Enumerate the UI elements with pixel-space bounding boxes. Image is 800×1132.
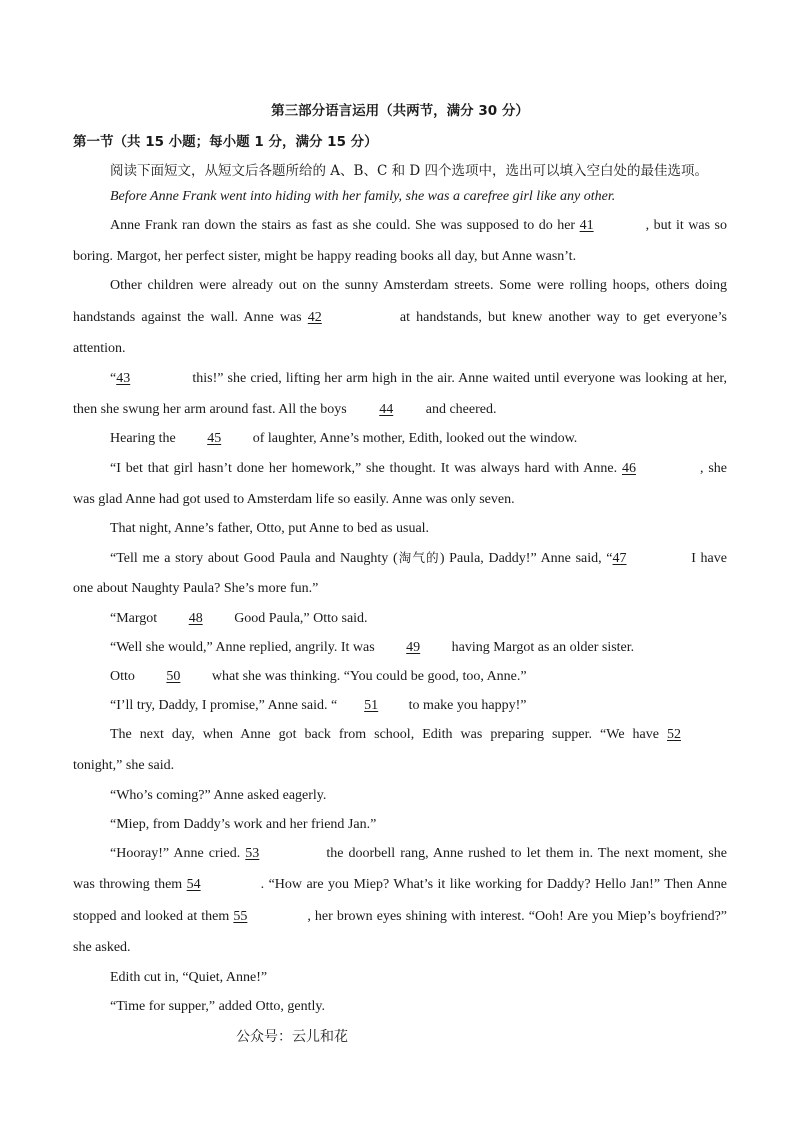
passage-line: Edith cut in, “Quiet, Anne!”: [110, 970, 268, 985]
passage-line: then she swung her arm around fast. All the boys 44 and cheered.: [73, 402, 497, 417]
passage-line: “43 this!” she cried, lifting her arm high in the air. Anne waited until everyone was looking at her,: [110, 371, 728, 386]
blank-51[interactable]: 51: [364, 698, 379, 713]
passage-line: she asked.: [73, 940, 131, 955]
blank-42[interactable]: 42: [307, 310, 322, 325]
blank-43[interactable]: 43: [116, 371, 131, 386]
passage-line: “I bet that girl hasn’t done her homework,” she thought. It was always hard with Anne. 46 , she: [110, 461, 728, 476]
passage-line: was glad Anne had got used to Amsterdam life so easily. Anne was only seven.: [73, 492, 515, 507]
passage-line: Hearing the 45 of laughter, Anne’s mother, Edith, looked out the window.: [110, 431, 578, 446]
passage-line: one about Naughty Paula? She’s more fun.”: [73, 581, 319, 596]
passage-line: Otto 50 what she was thinking. “You could be good, too, Anne.”: [110, 669, 527, 684]
passage-line: handstands against the wall. Anne was 42 at handstands, but knew another way to get everyone’s: [73, 310, 727, 325]
blank-44[interactable]: 44: [379, 402, 394, 417]
blank-47[interactable]: 47: [612, 551, 627, 566]
passage-line: boring. Margot, her perfect sister, might be happy reading books all day, but Anne wasn’t.: [73, 249, 577, 264]
passage-line: “Miep, from Daddy’s work and her friend Jan.”: [110, 817, 377, 832]
passage-line: That night, Anne’s father, Otto, put Anne to bed as usual.: [110, 521, 430, 536]
passage-intro: Before Anne Frank went into hiding with her family, she was a carefree girl like any other.: [110, 189, 616, 204]
blank-45[interactable]: 45: [207, 431, 222, 446]
footer-watermark: 公众号：云儿和花: [236, 1029, 348, 1045]
section-heading: 第一节（共 15 小题；每小题 1 分，满分 15 分）: [73, 134, 378, 150]
blank-41[interactable]: 41: [579, 218, 594, 233]
blank-48[interactable]: 48: [188, 611, 203, 626]
passage-line: “Time for supper,” added Otto, gently.: [110, 999, 325, 1014]
passage-line: tonight,” she said.: [73, 758, 175, 773]
instructions: 阅读下面短文，从短文后各题所给的 A、B、C 和 D 四个选项中，选出可以填入空白处的最佳选项。: [110, 163, 708, 179]
passage-line: attention.: [73, 341, 126, 356]
passage-line: Anne Frank ran down the stairs as fast as she could. She was supposed to do her 41 , but it was so: [110, 218, 728, 233]
passage-line: The next day, when Anne got back from school, Edith was preparing supper. “We have 52: [110, 726, 753, 744]
passage-line: “Hooray!” Anne cried. 53 the doorbell rang, Anne rushed to let them in. The next moment, she: [110, 846, 728, 861]
passage-line: “Who’s coming?” Anne asked eagerly.: [110, 788, 327, 803]
passage-line: Other children were already out on the sunny Amsterdam streets. Some were rolling hoops, others doing: [110, 278, 727, 293]
blank-53[interactable]: 53: [245, 846, 260, 861]
blank-54[interactable]: 54: [186, 877, 201, 892]
passage-line: “Margot 48 Good Paula,” Otto said.: [110, 611, 368, 626]
passage-line: “I’ll try, Daddy, I promise,” Anne said. “ 51 to make you happy!”: [110, 698, 527, 713]
part-title: 第三部分语言运用（共两节，满分 30 分）: [271, 103, 529, 119]
blank-49[interactable]: 49: [406, 640, 421, 655]
blank-46[interactable]: 46: [621, 461, 636, 476]
passage-line: “Tell me a story about Good Paula and Naughty (淘气的) Paula, Daddy!” Anne said, “47 I have: [110, 550, 727, 566]
passage-line: was throwing them 54 . “How are you Miep? What’s it like working for Daddy? Hello Jan!” Then Anne: [73, 877, 728, 892]
blank-52[interactable]: 52: [667, 727, 681, 742]
passage-line: stopped and looked at them 55 , her brown eyes shining with interest. “Ooh! Are you Miep’s boyfriend?”: [73, 909, 728, 924]
passage-line: “Well she would,” Anne replied, angrily. It was 49 having Margot as an older sister.: [110, 640, 635, 655]
blank-50[interactable]: 50: [166, 669, 181, 684]
blank-55[interactable]: 55: [233, 909, 248, 924]
